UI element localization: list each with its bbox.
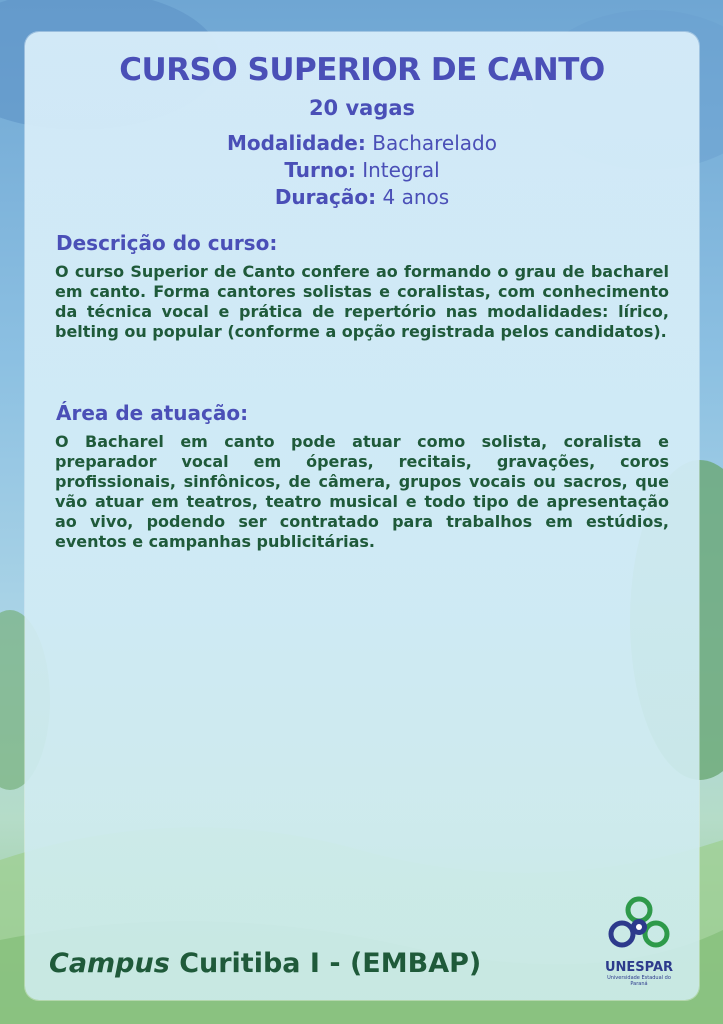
campus-name: Curitiba I - (EMBAP) [169,948,482,979]
logo-name: UNESPAR [604,960,674,975]
logo-subtitle: Universidade Estadual do Paraná [607,975,671,987]
modalidade-line [25,131,699,155]
duracao-label: Duração: [274,185,377,209]
modalidade-value: Bacharelado [372,131,497,155]
career-heading: Área de atuação: [56,401,249,425]
course-title: CURSO SUPERIOR DE CANTO [119,52,605,88]
modalidade-label: Modalidade: [227,131,366,155]
description-text: O curso Superior de Canto confere ao formando o grau de bacharel em canto. Forma cantores solistas e coralistas, com conhecimento da técnica vocal e prática de repertório nas modalidades: lírico, belting ou popular (conforme a opção registrada pelos candidatos). [55,262,669,341]
unespar-emblem-icon [604,896,674,958]
campus-italic: Campus [49,948,170,979]
turno-line [25,158,699,182]
campus-label [49,948,481,979]
vacancies: 20 vagas [308,96,416,120]
unespar-logo [598,896,680,992]
description-heading: Descrição do curso: [56,231,278,255]
duracao-value: 4 anos [382,185,450,209]
duracao-line [25,185,699,209]
turno-label: Turno: [284,158,356,182]
turno-value: Integral [362,158,440,182]
career-text: O Bacharel em canto pode atuar como solista, coralista e preparador vocal em óperas, recitais, gravações, coros profissionais, sinfônicos, de câmera, grupos vocais ou sacros, que vão atuar em teatros, teatro musical e todo tipo de apresentação ao vivo, podendo ser contratado para trabalhos em estúdios, eventos e campanhas publicitárias. [55,432,669,551]
